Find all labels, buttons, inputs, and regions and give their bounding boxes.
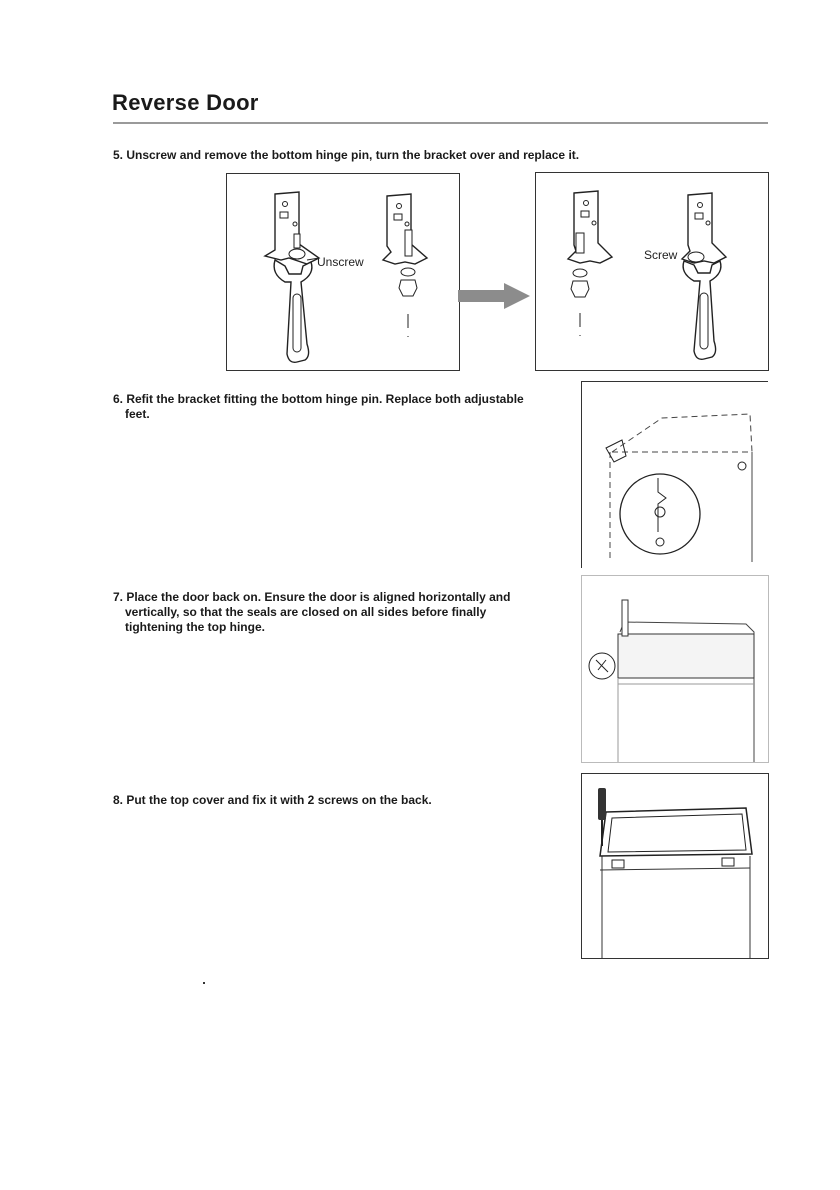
- arrow-right-icon: [458, 283, 530, 309]
- step-5-text: [113, 148, 579, 163]
- step-7-text: [113, 590, 510, 635]
- figure-top-cover: [581, 773, 769, 959]
- step-7-line-2: vertically, so that the seals are closed on all sides before finally: [125, 605, 487, 619]
- screw-illustration: [536, 173, 768, 370]
- step-7-line-3: tightening the top hinge.: [125, 620, 265, 634]
- refit-bracket-illustration: [582, 382, 768, 568]
- figure-refit-bracket: [581, 381, 768, 568]
- step-6-line-1: 6. Refit the bracket fitting the bottom hinge pin. Replace both adjustable: [113, 392, 524, 406]
- title-divider: [113, 122, 768, 124]
- unscrew-illustration: [227, 174, 459, 370]
- figure-door-back-on: [581, 575, 769, 763]
- step-8-text: [113, 793, 432, 808]
- screw-label: Screw: [644, 248, 678, 262]
- step-6-line-2: feet.: [125, 407, 150, 421]
- step-8-line-1: 8. Put the top cover and fix it with 2 screws on the back.: [113, 793, 432, 807]
- stray-dot: [203, 982, 205, 984]
- page-title: Reverse Door: [112, 90, 259, 115]
- step-7-line-1: 7. Place the door back on. Ensure the door is aligned horizontally and: [113, 590, 511, 604]
- step-6-text: [113, 392, 524, 422]
- top-cover-illustration: [582, 774, 768, 958]
- figure-screw: [535, 172, 769, 371]
- unscrew-label: Unscrew: [317, 255, 364, 269]
- step-5-line-1: 5. Unscrew and remove the bottom hinge pin, turn the bracket over and replace it.: [113, 148, 580, 162]
- figure-unscrew: [226, 173, 460, 371]
- door-back-on-illustration: [582, 576, 768, 762]
